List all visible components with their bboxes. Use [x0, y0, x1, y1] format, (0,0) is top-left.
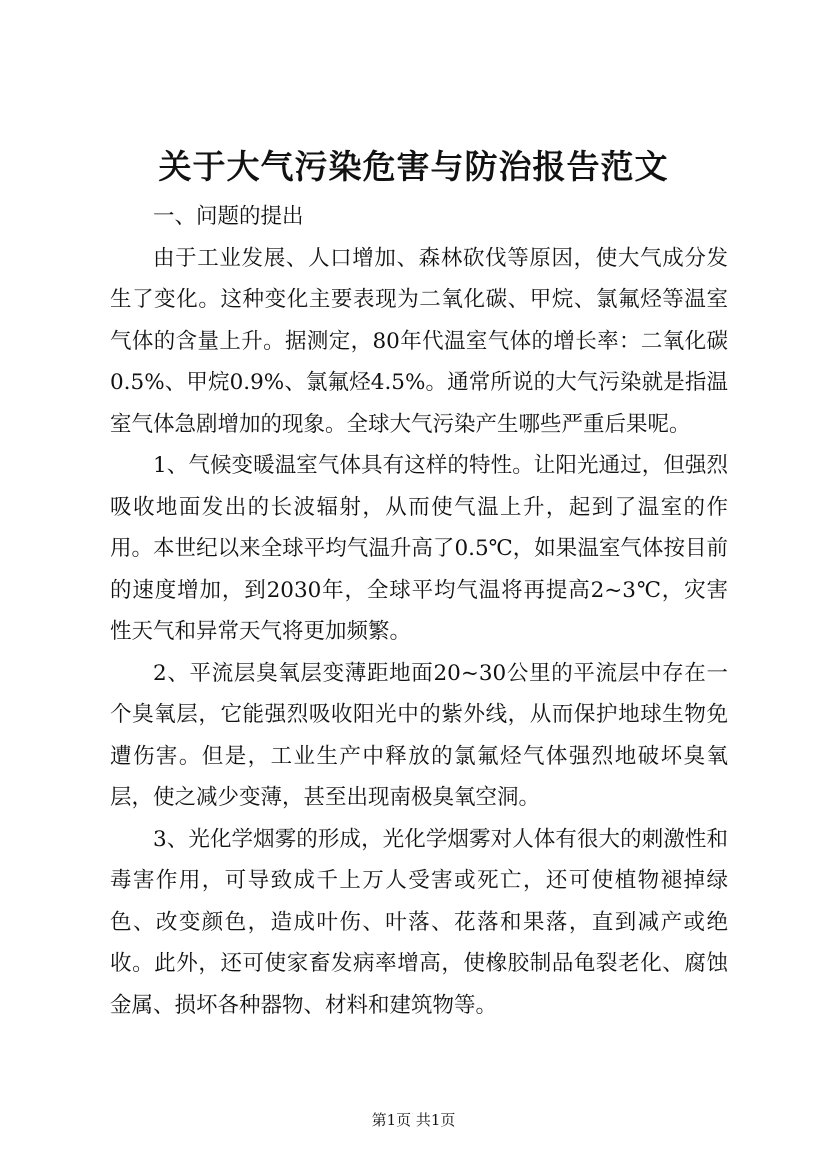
paragraph-ozone-layer: 2、平流层臭氧层变薄距地面20~30公里的平流层中存在一个臭氧层，它能强烈吸收阳光中的紫外线，从而保护地球生物免遭伤害。但是，工业生产中释放的氯氟烃气体强烈地破坏臭氧层，使之减少变薄，甚至出现南极臭氧空洞。 [110, 660, 728, 810]
paragraph-intro: 由于工业发展、人口增加、森林砍伐等原因，使大气成分发生了变化。这种变化主要表现为二氧化碳、甲烷、氯氟烃等温室气体的含量上升。据测定，80年代温室气体的增长率：二氧化碳0.5%、甲烷0.9%、氯氟烃4.5%。通常所说的大气污染就是指温室气体急剧增加的现象。全球大气污染产生哪些严重后果呢。 [110, 245, 728, 437]
document-title: 关于大气污染危害与防治报告范文 [158, 147, 669, 186]
document-body [110, 196, 728, 1026]
paragraph-photochemical-smog: 3、光化学烟雾的形成，光化学烟雾对人体有很大的刺激性和毒害作用，可导致成千上万人受害或死亡，还可使植物褪掉绿色、改变颜色，造成叶伤、叶落、花落和果落，直到减产或绝收。此外，还可使家畜发病率增高，使橡胶制品龟裂老化、腐蚀金属、损坏各种器物、材料和建筑物等。 [110, 826, 728, 1018]
section-heading: 一、问题的提出 [153, 204, 304, 229]
page-footer: 第1页 共1页 [371, 1111, 456, 1129]
paragraph-climate-warming: 1、气候变暖温室气体具有这样的特性。让阳光通过，但强烈吸收地面发出的长波辐射，从而使气温上升，起到了温室的作用。本世纪以来全球平均气温升高了0.5℃，如果温室气体按目前的速度增加，到2030年，全球平均气温将再提高2~3℃，灾害性天气和异常天气将更加频繁。 [110, 453, 728, 644]
